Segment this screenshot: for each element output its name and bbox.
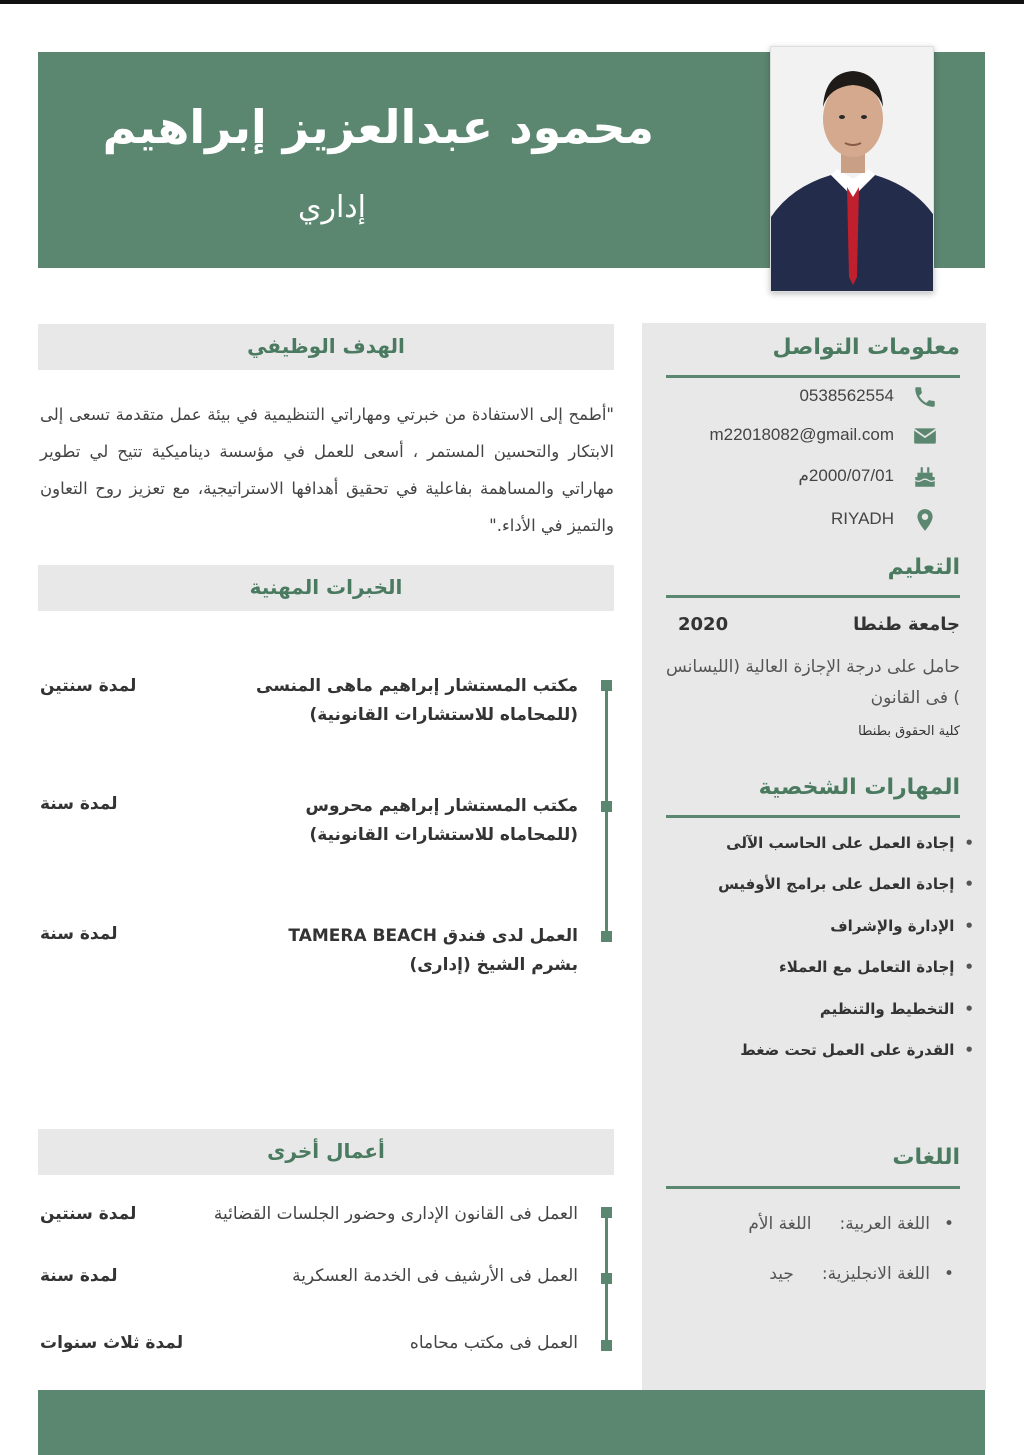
other-work-heading: أعمال أخرى: [267, 1139, 385, 1163]
skills-rule: [666, 815, 960, 818]
phone-icon: [912, 384, 938, 410]
languages-rule: [666, 1186, 960, 1189]
other-work-title: العمل فى مكتب محاماه: [409, 1333, 578, 1353]
education-heading: التعليم: [887, 555, 960, 580]
experience-duration: لمدة سنتين: [40, 676, 137, 696]
envelope-icon: [912, 423, 938, 449]
experience-title: العمل لدى فندق TAMERA BEACH بشرم الشيخ (إدارى): [288, 926, 578, 975]
education-degree: حامل على درجة الإجازة العالية (الليسانس ) فى القانون: [665, 657, 960, 708]
objective-text: "أطمح إلى الاستفادة من خبرتي ومهاراتي التنظيمية في بيئة عمل متقدمة تسعى إلى الابتكار والتحسين المستمر ، أسعى للعمل في مؤسسة ديناميكية تتيح لي تطوير مهاراتي والمساهمة بفاعلية في تحقيق أهدافها الاستراتيجية، مع تعزيز روح التعاون والتميز في الأداء.": [40, 405, 614, 535]
contact-birthdate: 2000/07/01م: [798, 466, 894, 485]
skill-item: • الإدارة والإشراف: [718, 917, 974, 958]
education-year: 2020: [678, 614, 729, 635]
language-level: جيد: [769, 1264, 794, 1284]
skill-item: • التخطيط والتنظيم: [718, 1000, 974, 1041]
timeline-marker: [601, 931, 612, 942]
profile-photo: [770, 46, 934, 292]
contact-rule: [666, 375, 960, 378]
timeline-marker: [601, 1340, 612, 1351]
contact-city: RIYADH: [831, 509, 894, 528]
location-pin-icon: [912, 507, 938, 533]
language-name: اللغة الانجليزية:: [821, 1264, 930, 1284]
objective-heading-box: [38, 324, 614, 370]
language-row-english: [769, 1264, 954, 1284]
languages-heading: اللغات: [892, 1145, 960, 1170]
skill-item: • إجادة التعامل مع العملاء: [718, 958, 974, 999]
skills-list: [718, 834, 974, 1082]
bullet: •: [943, 1264, 954, 1284]
top-border: [0, 0, 1024, 4]
candidate-name: محمود عبدالعزيز إبراهيم: [102, 100, 654, 154]
timeline-marker: [601, 801, 612, 812]
other-work-duration: لمدة سنتين: [40, 1204, 137, 1224]
experience-heading-box: [38, 565, 614, 611]
skill-item: • إجادة العمل على الحاسب الآلى: [718, 834, 974, 875]
experience-title: مكتب المستشار إبراهيم ماهى المنسى (للمحاماه للاستشارات القانونية): [256, 676, 578, 725]
other-work-heading-box: [38, 1129, 614, 1175]
experience-title: مكتب المستشار إبراهيم محروس (للمحاماه للاستشارات القانونية): [305, 796, 578, 845]
cake-icon: [912, 464, 938, 490]
other-work-title: العمل فى القانون الإدارى وحضور الجلسات القضائية: [213, 1204, 578, 1224]
skill-item: • القدرة على العمل تحت ضغط: [718, 1041, 974, 1082]
contact-email-row: [666, 421, 966, 451]
timeline-marker: [601, 1273, 612, 1284]
contact-phone-row: [666, 382, 966, 412]
skill-item: • إجادة العمل على برامج الأوفيس: [718, 875, 974, 916]
experience-timeline: [605, 684, 608, 942]
language-level: اللغة الأم: [748, 1214, 812, 1234]
bullet: •: [943, 1214, 954, 1234]
candidate-job-title: إداري: [298, 190, 366, 225]
contact-city-row: [666, 505, 966, 535]
footer-banner: [38, 1390, 985, 1455]
language-row-arabic: [748, 1214, 954, 1234]
education-rule: [666, 595, 960, 598]
other-work-duration: لمدة ثلاث سنوات: [40, 1333, 184, 1353]
other-work-duration: لمدة سنة: [40, 1266, 118, 1286]
education-university: جامعة طنطا: [853, 614, 960, 635]
skills-heading: المهارات الشخصية: [758, 775, 960, 800]
contact-email: m22018082@gmail.com: [709, 425, 894, 444]
contact-phone: 0538562554: [799, 386, 894, 405]
experience-duration: لمدة سنة: [40, 794, 118, 814]
experience-duration: لمدة سنة: [40, 924, 118, 944]
objective-heading: الهدف الوظيفي: [247, 334, 405, 358]
contact-birthdate-row: [666, 462, 966, 492]
education-faculty: كلية الحقوق بطنطا: [858, 724, 960, 739]
contact-heading: معلومات التواصل: [772, 335, 960, 360]
language-name: اللغة العربية:: [839, 1214, 930, 1234]
other-work-title: العمل فى الأرشيف فى الخدمة العسكرية: [292, 1266, 578, 1286]
timeline-marker: [601, 680, 612, 691]
experience-heading: الخبرات المهنية: [249, 575, 403, 599]
timeline-marker: [601, 1207, 612, 1218]
